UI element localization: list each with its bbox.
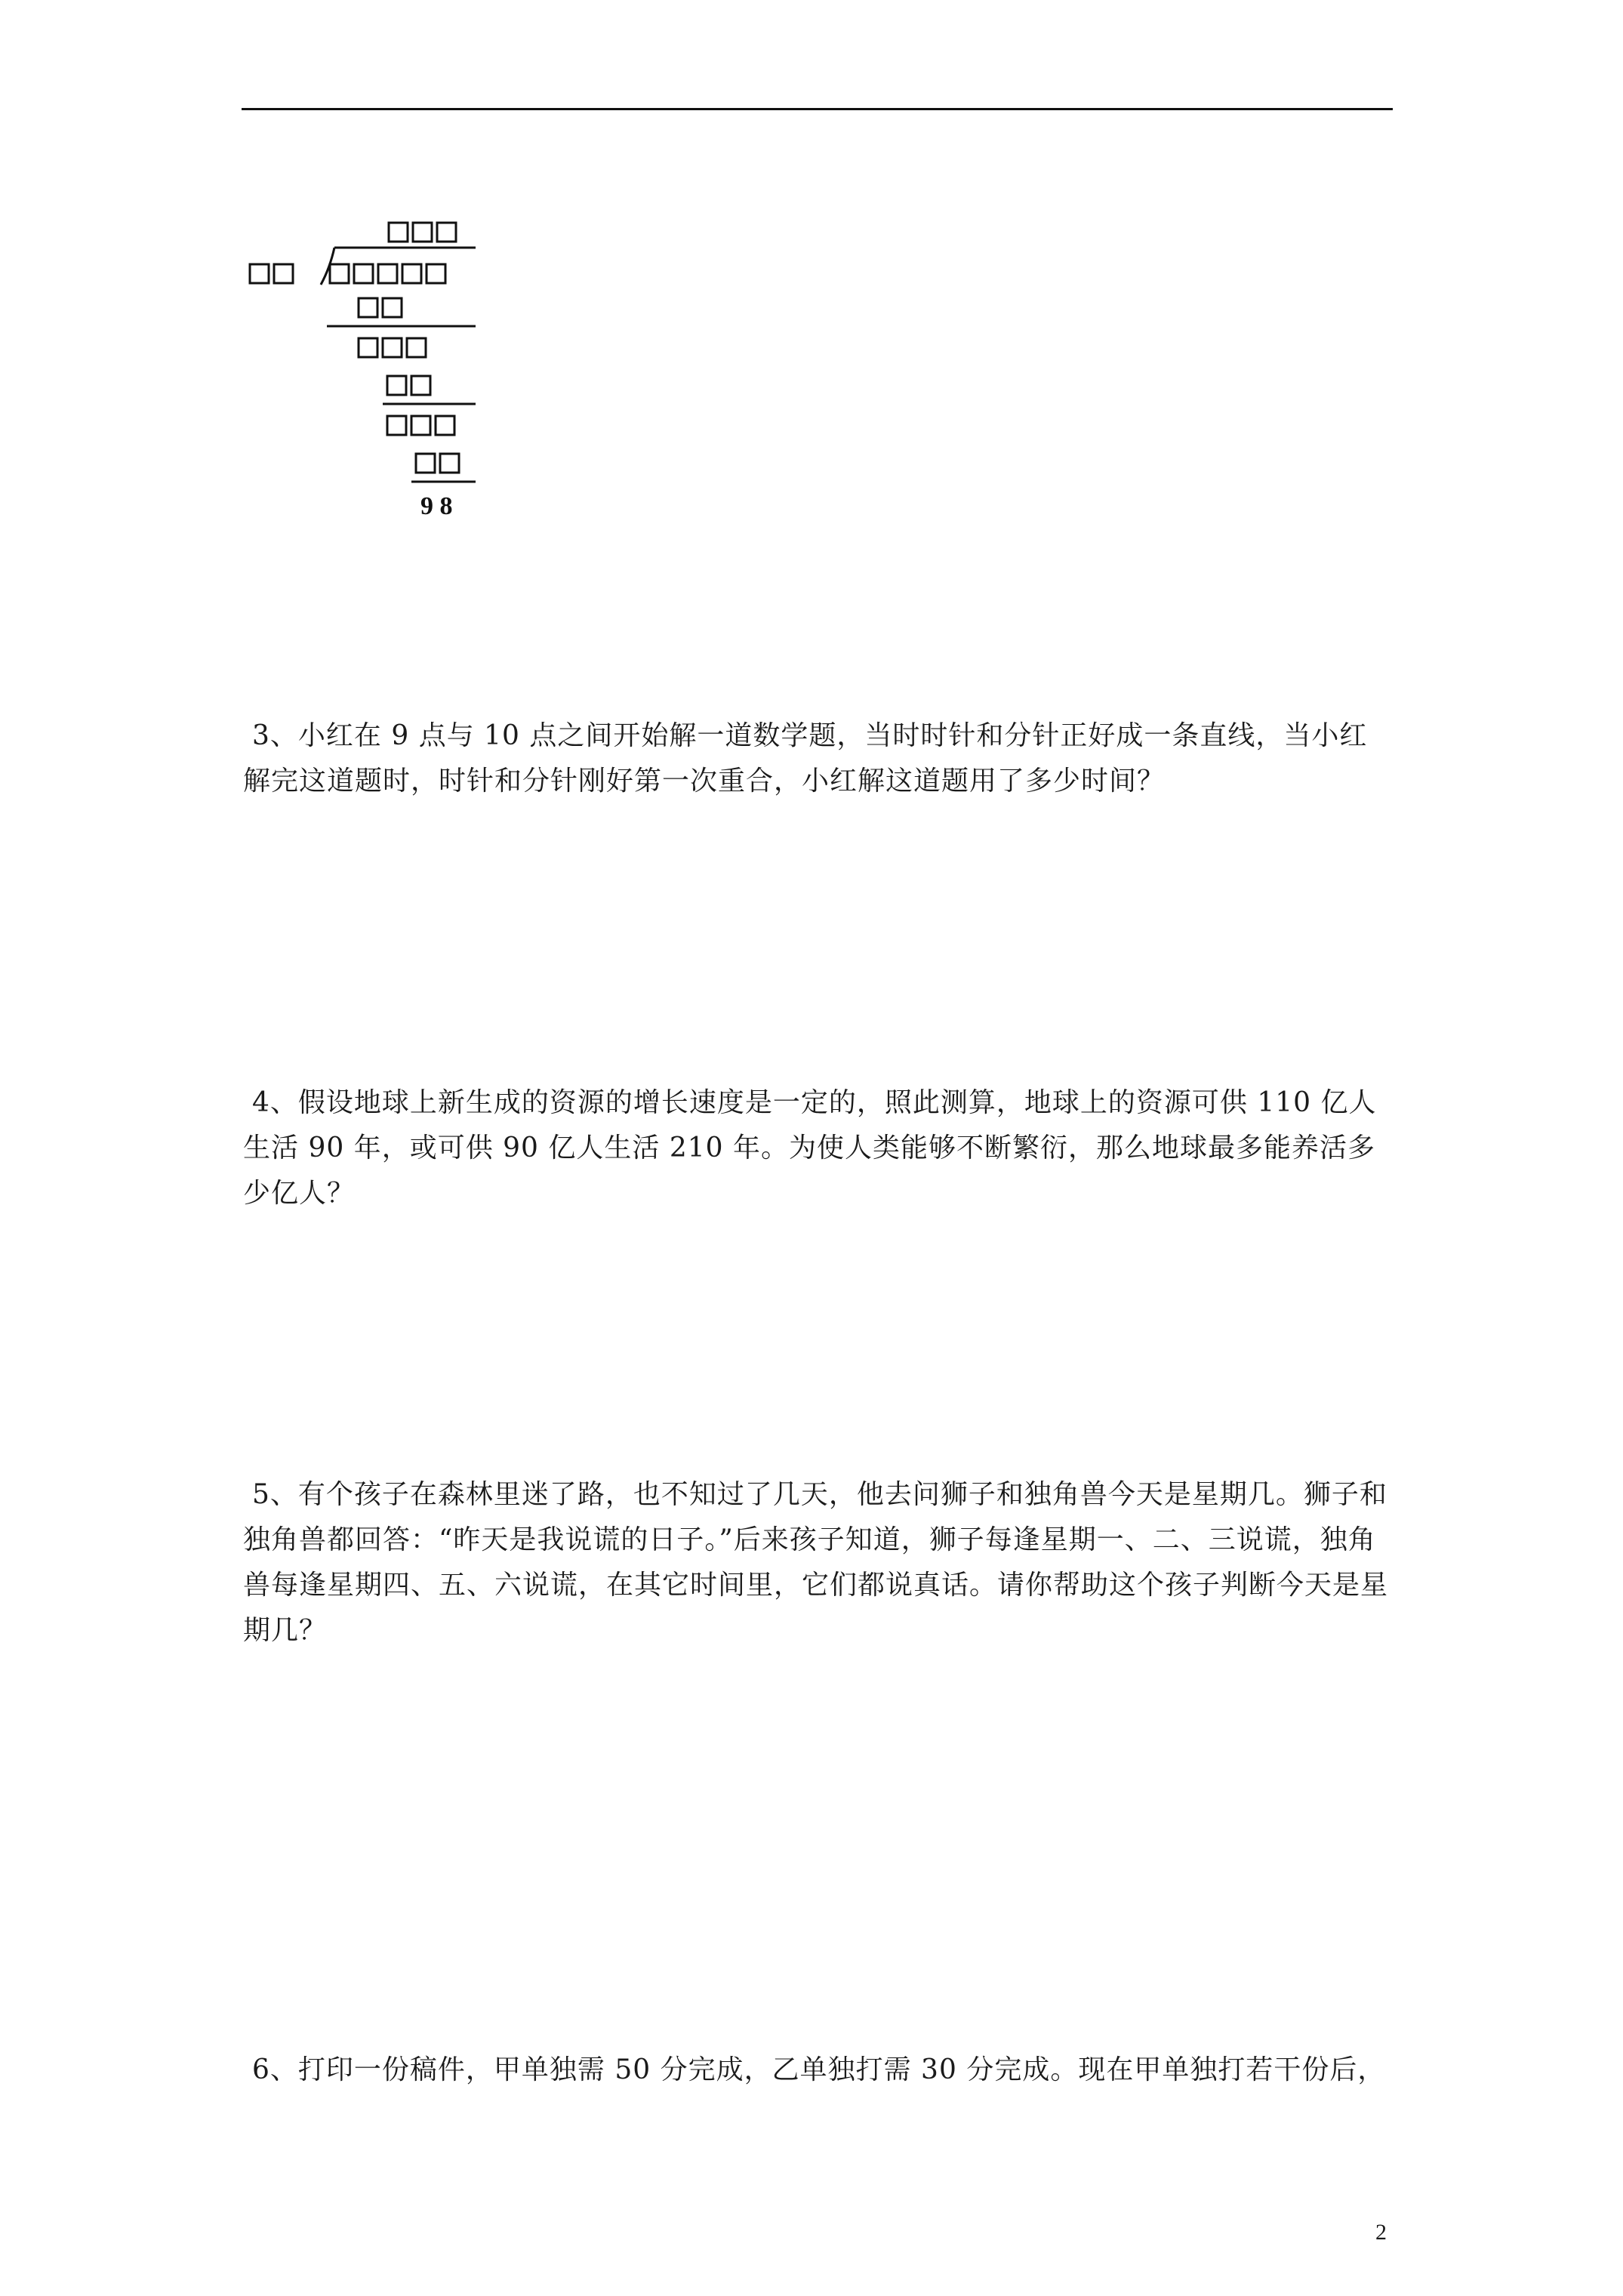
product-box <box>440 454 459 473</box>
product-box <box>411 376 430 395</box>
question-6 <box>243 2048 1394 2093</box>
partial-remainder-box <box>387 416 406 435</box>
product-box <box>359 298 377 317</box>
long-division-figure <box>245 208 494 525</box>
dividend-box <box>427 264 445 283</box>
question-5 <box>243 1472 1394 1653</box>
divisor-box <box>250 264 269 283</box>
question-separator: 、 <box>269 1087 298 1118</box>
question-3 <box>243 713 1394 804</box>
dividend-box <box>378 264 397 283</box>
long-division-diagram <box>245 208 494 525</box>
partial-remainder-box <box>383 338 402 357</box>
quotient-box <box>389 223 408 242</box>
product-box <box>387 376 406 395</box>
question-text: 假设地球上新生成的资源的增长速度是一定的，照此测算，地球上的资源可供 110 亿人生活 90 年，或可供 90 亿人生活 210 年。为使人类能够不断繁衍，那么地球最多能养活多少亿人？ <box>243 1087 1377 1209</box>
quotient-box <box>437 223 456 242</box>
partial-remainder-box <box>436 416 454 435</box>
partial-remainder-box <box>407 338 426 357</box>
question-text: 有个孩子在森林里迷了路，也不知过了几天，他去问狮子和独角兽今天是星期几。狮子和独角兽都回答：“昨天是我说谎的日子。”后来孩子知道，狮子每逢星期一、二、三说谎，独角兽每逢星期四、五、六说谎，在其它时间里，它们都说真话。请你帮助这个孩子判断今天是星期几？ <box>243 1479 1389 1646</box>
division-bracket <box>321 248 334 285</box>
header-rule <box>242 108 1393 110</box>
product-box <box>416 454 435 473</box>
dividend-box <box>330 264 349 283</box>
divisor-box <box>274 264 293 283</box>
dividend-box <box>402 264 421 283</box>
product-box <box>383 298 402 317</box>
page-number: 2 <box>1375 2220 1387 2245</box>
partial-remainder-box <box>359 338 377 357</box>
question-number: 6 <box>252 2054 270 2085</box>
question-number: 3 <box>252 720 270 751</box>
question-number: 5 <box>252 1479 270 1510</box>
question-separator: 、 <box>269 2054 298 2085</box>
question-separator: 、 <box>269 1479 298 1510</box>
question-4 <box>243 1080 1394 1216</box>
question-text: 打印一份稿件，甲单独需 50 分完成，乙单独打需 30 分完成。现在甲单独打若干份后， <box>297 2054 1386 2085</box>
final-remainder: 9 8 <box>420 492 453 520</box>
quotient-box <box>413 223 432 242</box>
partial-remainder-box <box>411 416 430 435</box>
dividend-box <box>354 264 373 283</box>
question-number: 4 <box>252 1087 270 1118</box>
question-text: 小红在 9 点与 10 点之间开始解一道数学题，当时时针和分针正好成一条直线，当小红解完这道题时，时针和分针刚好第一次重合，小红解这道题用了多少时间？ <box>243 720 1368 797</box>
question-separator: 、 <box>269 720 298 751</box>
